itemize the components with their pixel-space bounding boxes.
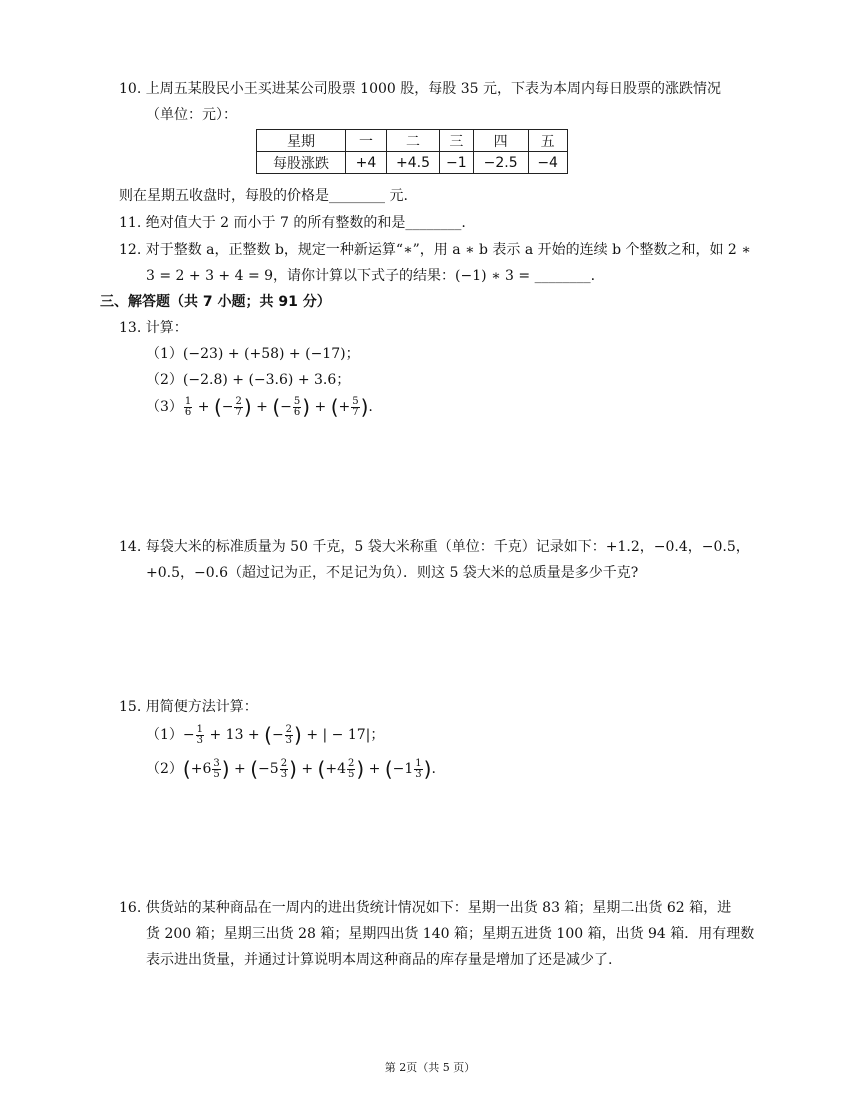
table-cell: 二 [387, 130, 440, 152]
table-cell: 星期 [257, 130, 346, 152]
table-header-row [257, 130, 568, 152]
table-cell: 三 [440, 130, 474, 152]
fraction: $\frac{5}{6}$ [293, 395, 301, 418]
q12-line2: 3 = 2 + 3 + 4 = 9，请你计算以下式子的结果：(−1) ∗ 3 = ________. [146, 268, 596, 284]
q14-line2: +0.5，−0.6（超过记为正，不足记为负）．则这 5 袋大米的总质量是多少千克? [146, 565, 639, 581]
q15-part2: （2）(+6 $\frac{3}{5}$ ) + (−5 $\frac{2}{3}$ ) + (+4 $\frac{2}{5}$ ) + (−1 $\frac{1}{3}$ ). [146, 757, 436, 781]
fraction: $\frac{2}{3}$ [285, 723, 293, 746]
fraction: $\frac{1}{3}$ [196, 723, 204, 746]
q15-title: 15. 用简便方法计算： [119, 699, 258, 715]
q15-part1: （1）− $\frac{1}{3}$ + 13 + (− $\frac{2}{3}$ ) + | − 17|； [146, 723, 385, 747]
table-cell: +4.5 [387, 152, 440, 174]
fraction: $\frac{5}{7}$ [352, 395, 359, 418]
table-cell: 一 [346, 130, 387, 152]
fraction: $\frac{2}{5}$ [347, 757, 355, 780]
q13-part2: （2）(−2.8) + (−3.6) + 3.6； [146, 372, 351, 388]
q13-title: 13. 计算： [119, 320, 188, 336]
q15-part2-prefix: （2） [146, 761, 183, 777]
fraction: $\frac{1}{6}$ [184, 395, 192, 418]
q13-part3: （3） $\frac{1}{6}$ + (− $\frac{2}{7}$ ) + (− $\frac{5}{6}$ ) + (+ $\frac{5}{7}$ ). [146, 395, 373, 419]
q12-line1: 12. 对于整数 a，正整数 b，规定一种新运算“∗”，用 a ∗ b 表示 a 开始的连续 b 个整数之和，如 2 ∗ [119, 242, 751, 258]
table-cell: 四 [473, 130, 528, 152]
fraction: $\frac{2}{3}$ [280, 757, 288, 780]
table-cell: −2.5 [473, 152, 528, 174]
q11-text: 11. 绝对值大于 2 而小于 7 的所有整数的和是________. [119, 215, 466, 231]
stock-change-table [256, 129, 568, 174]
fraction: $\frac{1}{3}$ [415, 757, 422, 780]
q14-line1: 14. 每袋大米的标准质量为 50 千克，5 袋大米称重（单位：千克）记录如下：+1.2，−0.4，−0.5， [119, 539, 750, 555]
table-row [257, 152, 568, 174]
page-footer: 第 2页（共 5 页） [384, 1061, 476, 1074]
q10-line3: 则在星期五收盘时，每股的价格是________ 元. [119, 188, 408, 204]
table-cell: −1 [440, 152, 474, 174]
table-cell: 五 [528, 130, 567, 152]
q15-part1-tail: + | − 17|； [306, 727, 385, 743]
q15-part1-mid: + 13 + [209, 727, 260, 743]
table-cell: 每股涨跌 [257, 152, 346, 174]
table-cell: +4 [346, 152, 387, 174]
q16-line1: 16. 供货站的某种商品在一周内的进出货统计情况如下：星期一出货 83 箱；星期二出货 62 箱，进 [119, 900, 732, 916]
section-heading: 三、解答题（共 7 小题；共 91 分） [100, 294, 331, 310]
table-cell: −4 [528, 152, 567, 174]
fraction: $\frac{3}{5}$ [213, 757, 220, 780]
q13-part1: （1）(−23) + (+58) + (−17)； [146, 346, 360, 362]
q16-line3: 表示进出货量，并通过计算说明本周这种商品的库存量是增加了还是减少了. [146, 952, 613, 968]
q13-part3-prefix: （3） [146, 399, 183, 415]
q10-line1: 10. 上周五某股民小王买进某公司股票 1000 股，每股 35 元，下表为本周内每日股票的涨跌情况 [119, 81, 721, 97]
q10-line2: （单位：元）： [146, 107, 237, 123]
q15-part1-prefix: （1） [146, 727, 183, 743]
q16-line2: 货 200 箱；星期三出货 28 箱；星期四出货 140 箱；星期五进货 100 箱，出货 94 箱．用有理数 [146, 926, 755, 942]
fraction: $\frac{2}{7}$ [235, 395, 242, 418]
